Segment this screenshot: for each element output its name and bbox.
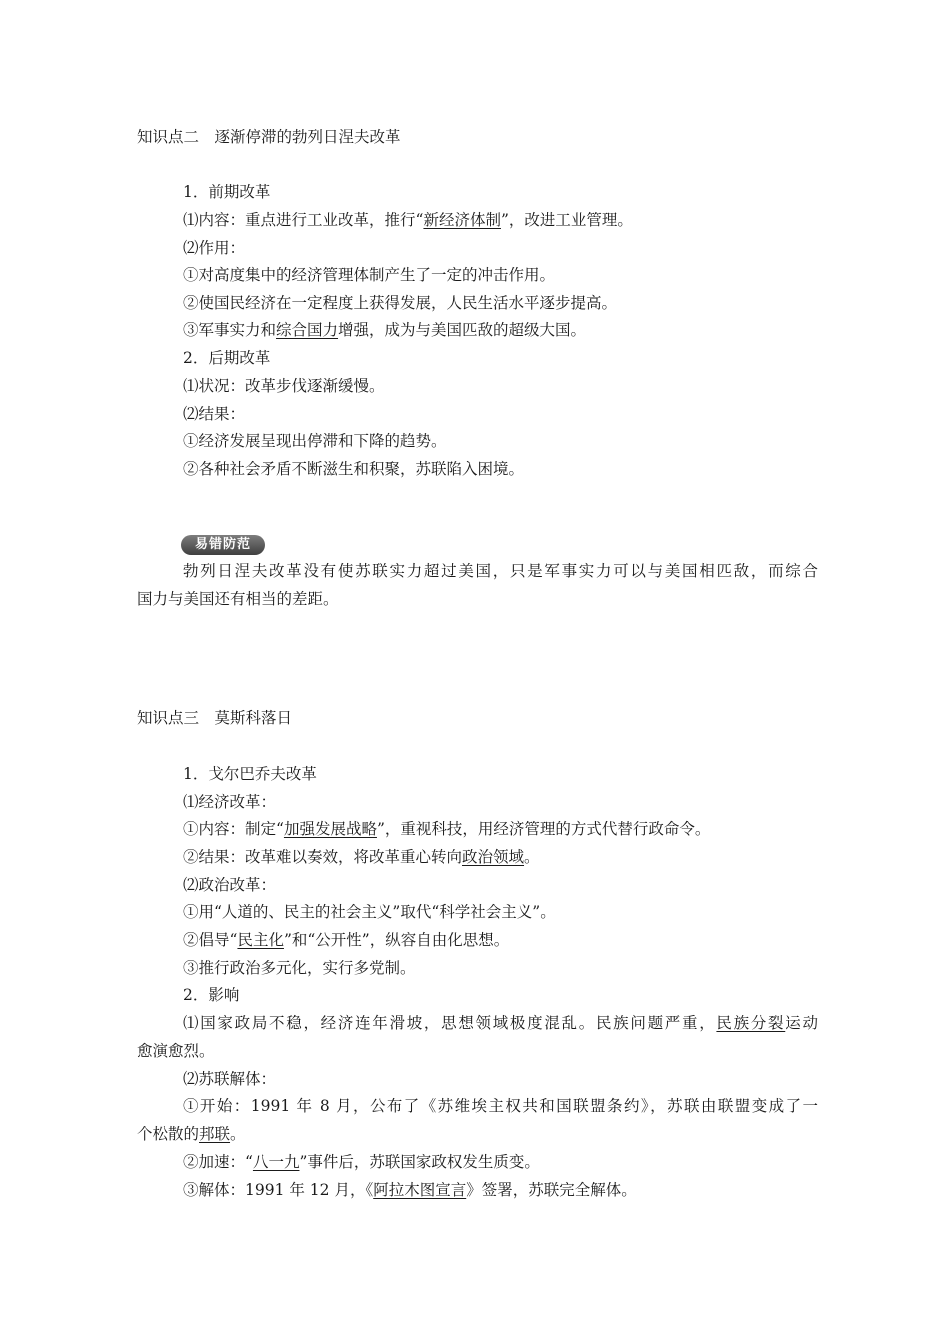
key-term: 综合国力 [276,321,339,339]
subheading: 1．戈尔巴乔夫改革 [183,765,317,783]
paragraph: ①对高度集中的经济管理体制产生了一定的冲击作用。 [183,266,556,284]
paragraph: ①开始：1991 年 8 月，公布了《苏维埃主权共和国联盟条约》，苏联由联盟变成了一 [183,1097,818,1115]
paragraph: ⑵政治改革： [183,876,277,894]
paragraph: ③解体：1991 年 12 月，《阿拉木图宣言》签署，苏联完全解体。 [183,1181,637,1199]
paragraph: ②倡导“民主化”和“公开性”，纵容自由化思想。 [183,931,510,949]
tip-text: 勃列日涅夫改革没有使苏联实力超过美国，只是军事实力可以与美国相匹敌，而综合 [183,562,818,580]
paragraph: 愈演愈烈。 [137,1042,215,1060]
paragraph: ①经济发展呈现出停滞和下降的趋势。 [183,432,447,450]
paragraph: ②各种社会矛盾不断滋生和积聚，苏联陷入困境。 [183,460,525,478]
key-term: 邦联 [199,1125,231,1143]
key-term: 八一九 [252,1153,300,1171]
paragraph: ①用“人道的、民主的社会主义”取代“科学社会主义”。 [183,903,556,921]
paragraph: ⑴内容：重点进行工业改革，推行“新经济体制”，改进工业管理。 [183,211,633,229]
subheading: 2．后期改革 [183,349,271,367]
section-title: 知识点三 莫斯科落日 [137,709,293,727]
paragraph: ⑵结果： [183,405,246,423]
key-term: 民主化 [237,931,284,949]
paragraph: ⑴经济改革： [183,793,277,811]
paragraph: ⑴状况：改革步伐逐渐缓慢。 [183,377,385,395]
key-term: 政治领域 [462,848,525,866]
tip-text: 国力与美国还有相当的差距。 [137,590,339,608]
tip-badge: 易错防范 [181,535,265,555]
key-term: 加强发展战略 [283,820,377,838]
key-term: 新经济体制 [423,211,501,229]
paragraph: ⑴国家政局不稳，经济连年滑坡，思想领域极度混乱。民族问题严重，民族分裂运动 [183,1014,818,1032]
paragraph: ①内容：制定“加强发展战略”，重视科技，用经济管理的方式代替行政命令。 [183,820,711,838]
key-term: 民族分裂 [716,1014,786,1032]
paragraph: ②结果：改革难以奏效，将改革重心转向政治领域。 [183,848,540,866]
section-title: 知识点二 逐渐停滞的勃列日涅夫改革 [137,128,401,146]
paragraph: ②加速：“八一九”事件后，苏联国家政权发生质变。 [183,1153,540,1171]
paragraph: ⑵作用： [183,239,246,257]
paragraph: 个松散的邦联。 [137,1125,246,1143]
paragraph: ⑵苏联解体： [183,1070,277,1088]
paragraph: ②使国民经济在一定程度上获得发展，人民生活水平逐步提高。 [183,294,618,312]
paragraph: ③军事实力和综合国力增强，成为与美国匹敌的超级大国。 [183,321,587,339]
subheading: 2．影响 [183,986,240,1004]
subheading: 1．前期改革 [183,183,271,201]
paragraph: ③推行政治多元化，实行多党制。 [183,959,416,977]
key-term: 阿拉木图宣言 [373,1181,467,1199]
